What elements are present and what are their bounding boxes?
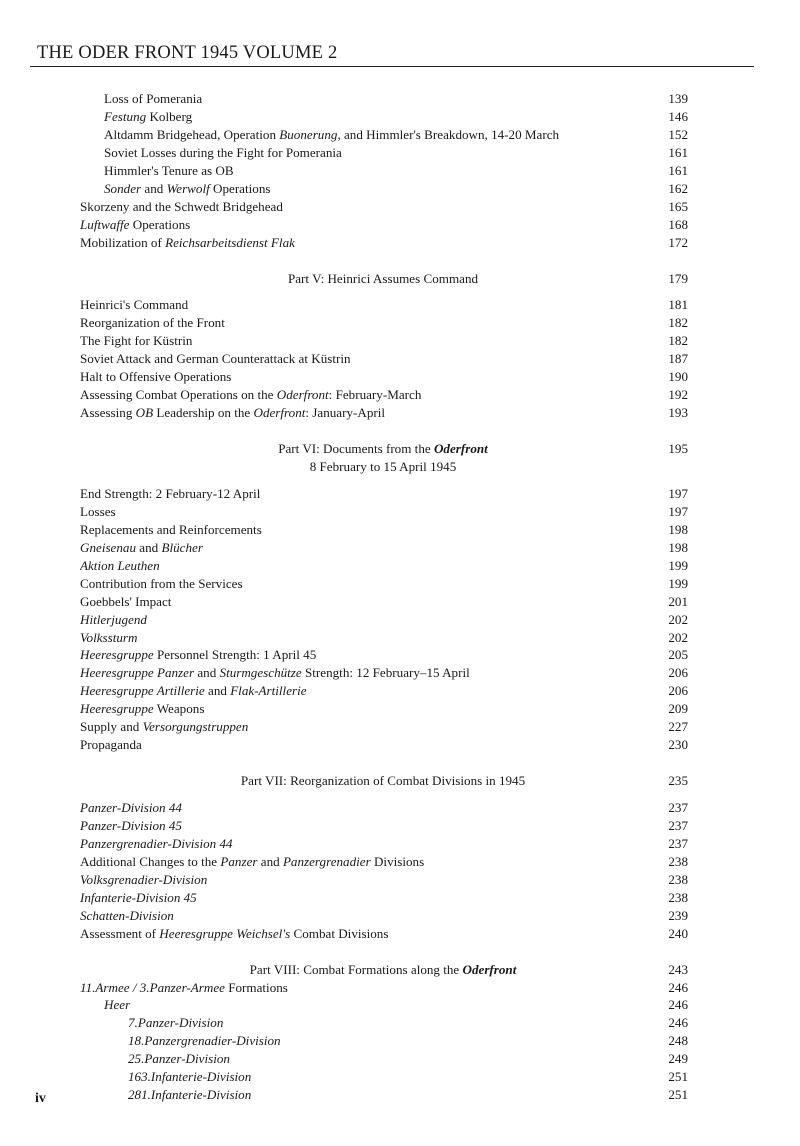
entry-page-number: 227 <box>668 719 688 735</box>
entry-title-segment: The Fight for Küstrin <box>80 333 193 349</box>
entry-title-segment: Reorganization of the Front <box>80 315 225 331</box>
entry-page-number: 168 <box>668 216 688 232</box>
toc-entry <box>104 108 648 126</box>
toc-entry <box>80 718 648 736</box>
entry-title-segment: Volkssturm <box>80 629 138 645</box>
entry-title-segment: : January-April <box>305 405 386 421</box>
entry-title-segment: Operations <box>209 180 271 196</box>
toc-entry <box>80 557 648 575</box>
entry-page-number: 230 <box>668 737 688 753</box>
entry-title-segment: Soviet Attack and German Counterattack at Küstrin <box>80 351 351 367</box>
entry-title-segment: Part VIII: Combat Formations along the <box>249 961 463 977</box>
entry-title-segment: Panzer-Division 44 <box>80 800 182 816</box>
toc-entry <box>80 853 648 871</box>
entry-page-number: 237 <box>668 817 688 833</box>
entry-title-segment: Losses <box>80 503 116 519</box>
entry-title-segment: Luftwaffe <box>80 216 130 232</box>
entry-title-segment: Panzergrenadier <box>282 853 371 869</box>
entry-page-number: 172 <box>668 234 688 250</box>
entry-page-number: 139 <box>668 91 688 106</box>
entry-page-number: 248 <box>668 1033 688 1049</box>
toc-entry <box>80 700 648 718</box>
toc-entry <box>104 126 648 144</box>
entry-title-segment: Part VII: Reorganization of Combat Divisions in 1945 <box>240 773 526 789</box>
entry-title-segment: Schatten-Division <box>80 907 174 923</box>
entry-title-segment: Panzer <box>220 853 258 869</box>
entry-page-number: 235 <box>668 773 688 789</box>
entry-page-number: 209 <box>668 701 688 717</box>
toc-entry <box>80 350 648 368</box>
entry-page-number: 237 <box>668 800 688 816</box>
entry-title-segment: 281.Infanterie-Division <box>128 1087 252 1103</box>
toc-entry <box>128 1032 648 1050</box>
entry-title-segment: Skorzeny and the Schwedt Bridgehead <box>80 198 283 214</box>
toc-entry <box>128 1086 648 1104</box>
entry-page-number: 198 <box>668 539 688 555</box>
entry-page-number: 251 <box>668 1069 688 1085</box>
entry-page-number: 201 <box>668 593 688 609</box>
entry-page-number: 146 <box>668 108 688 124</box>
entry-title-segment: Leadership on the <box>153 405 254 421</box>
entry-title-segment: Assessing <box>80 405 136 421</box>
entry-title-segment: Buonerung <box>279 126 338 142</box>
entry-page-number: 187 <box>668 351 688 367</box>
entry-title-segment: Blücher <box>161 539 203 555</box>
entry-page-number: 202 <box>668 611 688 627</box>
entry-title-segment: Reichsarbeitsdienst Flak <box>165 234 295 250</box>
entry-page-number: 249 <box>668 1051 688 1067</box>
entry-title-segment: Sturmgeschütze <box>219 665 302 681</box>
toc-entry <box>128 1068 648 1086</box>
entry-title-segment: Infanterie-Division 45 <box>80 889 197 905</box>
toc-entry <box>80 736 648 754</box>
entry-title-segment: 18.Panzergrenadier-Division <box>128 1033 281 1049</box>
entry-title-segment: Oderfront <box>276 387 329 403</box>
toc-entry <box>104 162 648 180</box>
toc-entry <box>80 682 648 700</box>
entry-title-segment: Hitlerjugend <box>80 611 147 627</box>
entry-title-segment: Sonder <box>104 180 142 196</box>
toc-entry <box>80 503 648 521</box>
entry-page-number: 165 <box>668 198 688 214</box>
toc-entry <box>80 198 648 216</box>
entry-page-number: 199 <box>668 557 688 573</box>
entry-title-segment: 7.Panzer-Division <box>128 1015 224 1031</box>
toc-entry <box>80 234 648 252</box>
entry-title-segment: Weapons <box>153 701 205 717</box>
entry-title-segment: Oderfront <box>462 961 517 977</box>
toc-entry <box>104 180 648 198</box>
toc-entry <box>80 593 648 611</box>
entry-page-number: 197 <box>668 503 688 519</box>
header-rule <box>30 66 754 67</box>
entry-page-number: 192 <box>668 387 688 403</box>
entry-title-segment: Strength: 12 February–15 April <box>301 665 470 681</box>
toc-entry <box>80 817 648 835</box>
toc-entry <box>128 1014 648 1032</box>
toc-entry <box>104 90 648 108</box>
entry-title-segment: Assessment of <box>80 925 160 941</box>
entry-title-segment: Gneisenau <box>80 539 137 555</box>
toc-entry <box>104 996 648 1014</box>
entry-title-segment: 8 February to 15 April 1945 <box>309 458 457 474</box>
entry-page-number: 205 <box>668 647 688 663</box>
entry-title-segment: End Strength: 2 February-12 April <box>80 485 261 501</box>
entry-page-number: 152 <box>668 126 688 142</box>
entry-page-number: 237 <box>668 835 688 851</box>
entry-title-segment: Versorgungstruppen <box>142 719 249 735</box>
entry-page-number: 239 <box>668 907 688 923</box>
entry-title-segment: Werwolf <box>166 180 210 196</box>
toc-entry <box>80 611 648 629</box>
toc-entry <box>80 539 648 557</box>
entry-title-segment: Heer <box>104 997 131 1013</box>
entry-title-segment: Oderfront <box>433 441 488 457</box>
entry-page-number: 197 <box>668 485 688 501</box>
toc-entry <box>80 404 648 422</box>
entry-title-segment: Heeresgruppe Panzer <box>80 665 195 681</box>
entry-page-number: 246 <box>668 1015 688 1031</box>
entry-page-number: 246 <box>668 997 688 1013</box>
toc-entry <box>80 835 648 853</box>
entry-title-segment: Altdamm Bridgehead, Operation <box>104 126 280 142</box>
toc-entry <box>80 368 648 386</box>
entry-title-segment: Goebbels' Impact <box>80 593 172 609</box>
toc-entry <box>80 629 648 647</box>
entry-title-segment: Part VI: Documents from the <box>278 441 434 457</box>
entry-title-segment: and <box>257 853 283 869</box>
entry-title-segment: Supply and <box>80 719 143 735</box>
entry-page-number: 162 <box>668 180 688 196</box>
entry-page-number: 181 <box>668 297 688 313</box>
entry-title-segment: and <box>204 683 231 699</box>
entry-title-segment: Panzergrenadier-Division 44 <box>80 835 233 851</box>
toc-entry <box>80 979 648 997</box>
entry-title-segment: Flak-Artillerie <box>230 683 307 699</box>
entry-page-number: 246 <box>668 979 688 995</box>
entry-title-segment: , and Himmler's Breakdown, 14-20 March <box>337 126 560 142</box>
entry-title-segment: Aktion Leuthen <box>80 557 160 573</box>
entry-page-number: 206 <box>668 683 688 699</box>
entry-page-number: 238 <box>668 853 688 869</box>
entry-title-segment: and <box>194 665 220 681</box>
entry-title-segment: Heeresgruppe Weichsel's <box>159 925 291 941</box>
part-heading <box>150 440 616 458</box>
entry-title-segment: Contribution from the Services <box>80 575 243 591</box>
entry-title-segment: OB <box>135 405 154 421</box>
entry-page-number: 240 <box>668 925 688 941</box>
entry-title-segment: Himmler's Tenure as OB <box>104 162 234 178</box>
entry-title-segment: and <box>136 539 162 555</box>
entry-title-segment: 11.Armee / 3.Panzer-Armee <box>80 979 225 995</box>
entry-title-segment: 163.Infanterie-Division <box>128 1069 252 1085</box>
entry-page-number: 199 <box>668 575 688 591</box>
entry-title-segment: Heeresgruppe <box>80 701 154 717</box>
entry-title-segment: Formations <box>224 979 288 995</box>
toc-entry <box>80 907 648 925</box>
toc-entry <box>80 386 648 404</box>
entry-title-segment: Panzer-Division 45 <box>80 817 182 833</box>
toc-entry <box>104 144 648 162</box>
entry-title-segment: Kolberg <box>146 108 193 124</box>
entry-title-segment: Additional Changes to the <box>80 853 221 869</box>
toc-entry <box>80 925 648 943</box>
entry-page-number: 202 <box>668 629 688 645</box>
entry-page-number: 238 <box>668 889 688 905</box>
entry-title-segment: Heinrici's Command <box>80 297 189 313</box>
entry-title-segment: Assessing Combat Operations on the <box>80 387 277 403</box>
entry-title-segment: Loss of Pomerania <box>104 91 203 106</box>
toc-entry <box>80 799 648 817</box>
toc-entry <box>80 296 648 314</box>
entry-title-segment: Halt to Offensive Operations <box>80 369 232 385</box>
entry-title-segment: : February-March <box>328 387 422 403</box>
entry-title-segment: Heeresgruppe <box>80 647 154 663</box>
entry-page-number: 179 <box>668 270 688 286</box>
entry-title-segment: Replacements and Reinforcements <box>80 521 262 537</box>
entry-title-segment: Combat Divisions <box>290 925 389 941</box>
entry-page-number: 190 <box>668 369 688 385</box>
toc-entry <box>80 871 648 889</box>
toc-entry <box>80 314 648 332</box>
entry-title-segment: Festung <box>104 108 147 124</box>
entry-title-segment: Divisions <box>370 853 425 869</box>
toc-entry <box>80 521 648 539</box>
entry-page-number: 193 <box>668 405 688 421</box>
entry-page-number: 206 <box>668 665 688 681</box>
entry-title-segment: Part V: Heinrici Assumes Command <box>287 270 479 286</box>
toc-entry <box>80 575 648 593</box>
entry-title-segment: Oderfront <box>253 405 306 421</box>
entry-page-number: 195 <box>668 441 688 457</box>
entry-title-segment: Personnel Strength: 1 April 45 <box>153 647 317 663</box>
toc-entry <box>80 664 648 682</box>
entry-title-segment: Operations <box>129 216 191 232</box>
entry-title-segment: Heeresgruppe Artillerie <box>80 683 205 699</box>
toc-entry <box>80 332 648 350</box>
entry-title-segment: Volksgrenadier-Division <box>80 871 208 887</box>
toc-entry <box>128 1050 648 1068</box>
part-heading <box>150 961 616 979</box>
entry-page-number: 182 <box>668 333 688 349</box>
folio-page-number: iv <box>35 1091 46 1106</box>
part-heading <box>150 772 616 790</box>
entry-page-number: 251 <box>668 1087 688 1103</box>
entry-page-number: 238 <box>668 871 688 887</box>
entry-page-number: 161 <box>668 144 688 160</box>
toc-entry <box>80 485 648 503</box>
toc-entry <box>80 216 648 234</box>
running-header: THE ODER FRONT 1945 VOLUME 2 <box>37 43 338 63</box>
entry-title-segment: 25.Panzer-Division <box>128 1051 230 1067</box>
toc-entry <box>80 646 648 664</box>
entry-page-number: 198 <box>668 521 688 537</box>
entry-page-number: 161 <box>668 162 688 178</box>
part-heading <box>150 270 616 288</box>
entry-page-number: 243 <box>668 961 688 977</box>
entry-title-segment: Mobilization of <box>80 234 166 250</box>
entry-title-segment: and <box>141 180 167 196</box>
entry-title-segment: Propaganda <box>80 737 142 753</box>
toc-entry <box>80 889 648 907</box>
entry-page-number: 182 <box>668 315 688 331</box>
part-heading <box>150 458 616 476</box>
entry-title-segment: Soviet Losses during the Fight for Pomerania <box>104 144 342 160</box>
